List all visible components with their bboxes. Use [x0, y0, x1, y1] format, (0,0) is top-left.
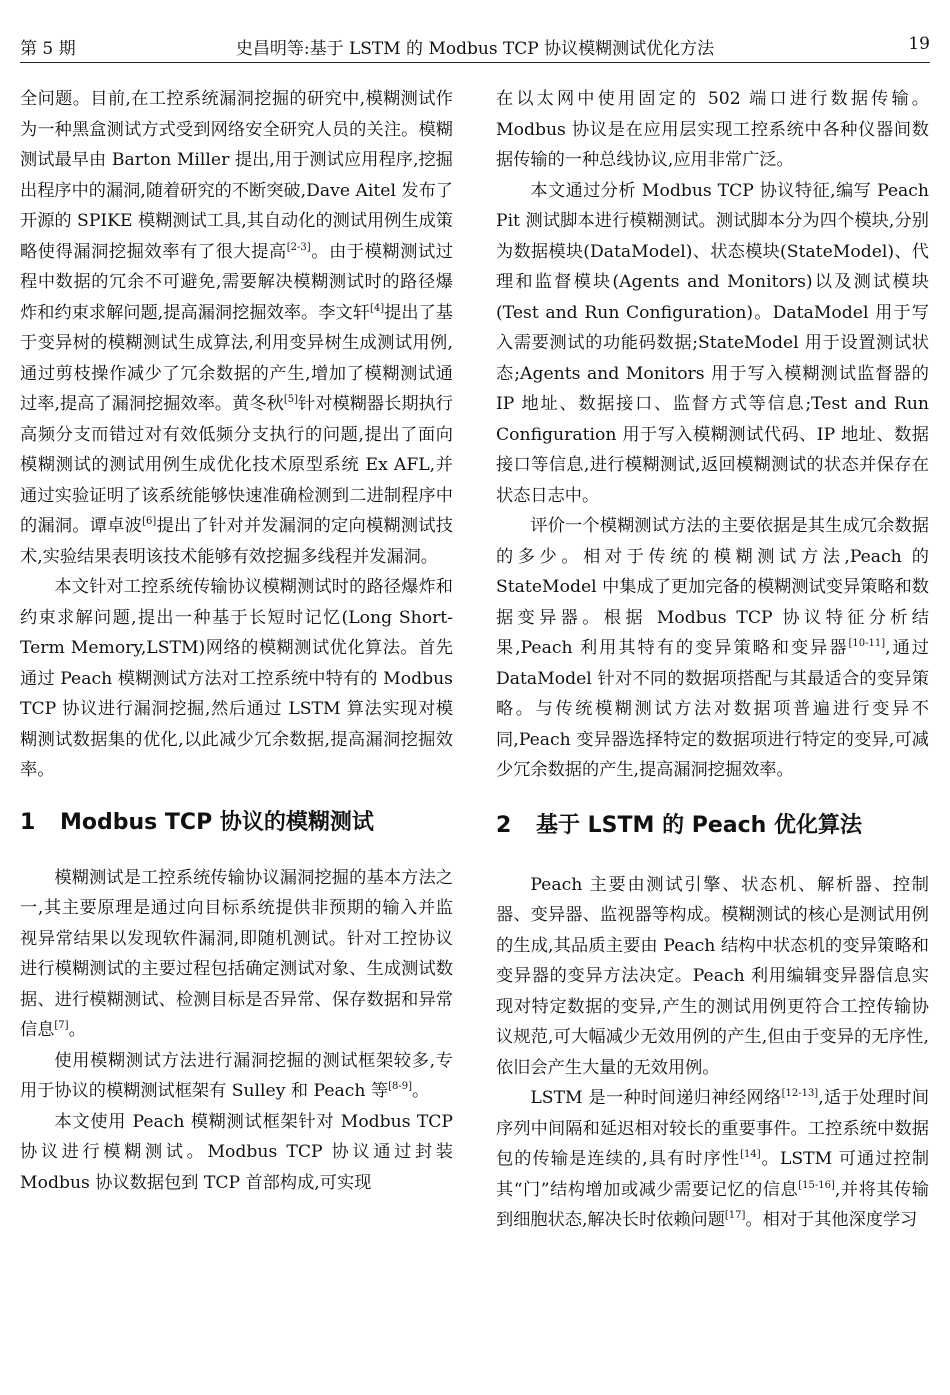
citation-ref: [5] — [283, 394, 298, 405]
citation-ref: [12-13] — [781, 1088, 819, 1099]
left-column — [20, 84, 453, 1198]
section-number: 2 — [496, 812, 512, 838]
text-run: 。LSTM 可通过控制其“门”结构增加或减少需要记忆的信息 — [496, 1149, 930, 1200]
text-run: 本文通过分析 Modbus TCP 协议特征,编写 Peach Pit 测试脚本进行模糊测试。测试脚本分为四个模块,分别为数据模块(DataModel)、状态模块(StateModel)、代理和监督模块(Agents and Monitors)以及测试模块(Test and Run Configuration)。DataModel 用于写入需要测试的功能码数据;StateModel 用于设置测试状态;Agents and Monitors 用于写入模糊测试监督器的 IP 地址、数据接口、监督方式等信息;Test and Run Configuration 用于写入模糊测试代码、IP 地址、数据接口等信息,进行模糊测试,返回模糊测试的状态并保存在状态日志中。 — [496, 180, 929, 506]
text-run: 针对模糊器长期执行高频分支而错过对有效低频分支执行的问题,提出了面向模糊测试的测试用例生成优化技术原型系统 Ex AFL,并通过实验证明了该系统能够快速准确检测到二进制程序中的漏洞。谭卓波 — [20, 394, 453, 536]
section-title: 基于 LSTM 的 Peach 优化算法 — [536, 812, 862, 838]
running-title: 史昌明等:基于 LSTM 的 Modbus TCP 协议模糊测试优化方法 — [235, 39, 715, 59]
body-paragraph — [20, 572, 453, 786]
body-paragraph — [496, 870, 929, 1084]
body-paragraph — [20, 1046, 453, 1107]
text-run: ,适于处理时间序列中间隔和延迟相对较长的重要事件。工控系统中数据包的传输是连续的,具有时序性 — [496, 1088, 930, 1169]
text-run: 评价一个模糊测试方法的主要依据是其生成冗余数据的多少。相对于传统的模糊测试方法,Peach 的 StateModel 中集成了更加完备的模糊测试变异策略和数据变异器。根据 Modbus TCP 协议特征分析结果,Peach 利用其特有的变异策略和变异器 — [496, 516, 929, 658]
citation-ref: [8-9] — [388, 1081, 413, 1092]
text-run: 在以太网中使用固定的 502 端口进行数据传输。Modbus 协议是在应用层实现工控系统中各种仪器间数据传输的一种总线协议,应用非常广泛。 — [496, 89, 929, 170]
body-paragraph — [496, 511, 929, 786]
section-title: Modbus TCP 协议的模糊测试 — [60, 809, 374, 835]
right-column — [496, 84, 929, 1236]
issue-number: 第 5 期 — [20, 39, 76, 59]
citation-ref: [6] — [142, 516, 157, 527]
citation-ref: [4] — [369, 302, 385, 314]
body-paragraph — [496, 176, 929, 512]
text-run: ,通过 DataModel 针对不同的数据项搭配与其最适合的变异策略。与传统模糊测试方法对数据项普遍进行变异不同,Peach 变异器选择特定的数据项进行特定的变异,可减少冗余数据的产生,提高漏洞挖掘效率。 — [496, 638, 929, 780]
text-run: 。由于模糊测试过程中数据的冗余不可避免,需要解决模糊测试时的路径爆炸和约束求解问题,提高漏洞挖掘效率。李文轩 — [20, 241, 453, 323]
text-run: 全问题。目前,在工控系统漏洞挖掘的研究中,模糊测试作为一种黑盒测试方式受到网络安全研究人员的关注。模糊测试最早由 Barton Miller 提出,用于测试应用程序,挖掘出程序中的漏洞,随着研究的不断突破,Dave Aitel 发布了开源的 SPIKE 模糊测试工具,其自动化的测试用例生成策略使得漏洞挖掘效率有了很大提高 — [20, 89, 453, 262]
citation-ref: [17] — [724, 1210, 746, 1221]
section-heading-2 — [496, 810, 929, 842]
citation-ref: [15-16] — [798, 1179, 835, 1191]
citation-ref: [10-11] — [848, 638, 886, 649]
citation-ref: [14] — [740, 1149, 761, 1160]
citation-ref: [7] — [54, 1020, 69, 1031]
text-run: 。 — [412, 1081, 430, 1101]
citation-ref: [2-3] — [286, 241, 311, 253]
body-paragraph — [496, 1083, 929, 1236]
text-run: ,并将其传输到细胞状态,解决长时依赖问题 — [496, 1179, 929, 1230]
text-run: LSTM 是一种时间递归神经网络 — [530, 1088, 782, 1108]
section-number: 1 — [20, 809, 36, 835]
text-run: 提出了针对并发漏洞的定向模糊测试技术,实验结果表明该技术能够有效挖掘多线程并发漏洞。 — [20, 516, 453, 567]
text-run: 本文使用 Peach 模糊测试框架针对 Modbus TCP 协议进行模糊测试。Modbus TCP 协议通过封装 Modbus 协议数据包到 TCP 首部构成,可实现 — [20, 1111, 453, 1193]
running-header — [20, 30, 930, 63]
body-paragraph — [20, 1107, 453, 1199]
page-number: 19 — [908, 34, 930, 54]
body-paragraph — [496, 84, 929, 176]
text-run: 使用模糊测试方法进行漏洞挖掘的测试框架较多,专用于协议的模糊测试框架有 Sulley 和 Peach 等 — [20, 1050, 453, 1101]
text-run: Peach 主要由测试引擎、状态机、解析器、控制器、变异器、监视器等构成。模糊测试的核心是测试用例的生成,其品质主要由 Peach 结构中状态机的变异策略和变异器的变异方法决定。Peach 利用编辑变异器信息实现对特定数据的变异,产生的测试用例更符合工控传输协议规范,可大幅减少无效用例的产生,但由于变异的无序性,依旧会产生大量的无效用例。 — [496, 874, 929, 1078]
body-paragraph — [20, 863, 453, 1046]
text-run: 。相对于其他深度学习 — [745, 1210, 918, 1230]
body-paragraph — [20, 84, 453, 572]
text-run: 。 — [68, 1020, 86, 1040]
text-run: 提出了基于变异树的模糊测试生成算法,利用变异树生成测试用例,通过剪枝操作减少了冗余数据的产生,增加了模糊测试通过率,提高了漏洞挖掘效率。黄冬秋 — [20, 302, 453, 414]
text-run: 模糊测试是工控系统传输协议漏洞挖掘的基本方法之一,其主要原理是通过向目标系统提供非预期的输入并监视异常结果以发现软件漏洞,即随机测试。针对工控协议进行模糊测试的主要过程包括确定测试对象、生成测试数据、进行模糊测试、检测目标是否异常、保存数据和异常信息 — [20, 867, 453, 1040]
section-heading-1 — [20, 807, 453, 839]
text-run: 本文针对工控系统传输协议模糊测试时的路径爆炸和约束求解问题,提出一种基于长短时记忆(Long Short-Term Memory,LSTM)网络的模糊测试优化算法。首先通过 Peach 模糊测试方法对工控系统中特有的 Modbus TCP 协议进行漏洞挖掘,然后通过 LSTM 算法实现对模糊测试数据集的优化,以此减少冗余数据,提高漏洞挖掘效率。 — [20, 577, 453, 780]
